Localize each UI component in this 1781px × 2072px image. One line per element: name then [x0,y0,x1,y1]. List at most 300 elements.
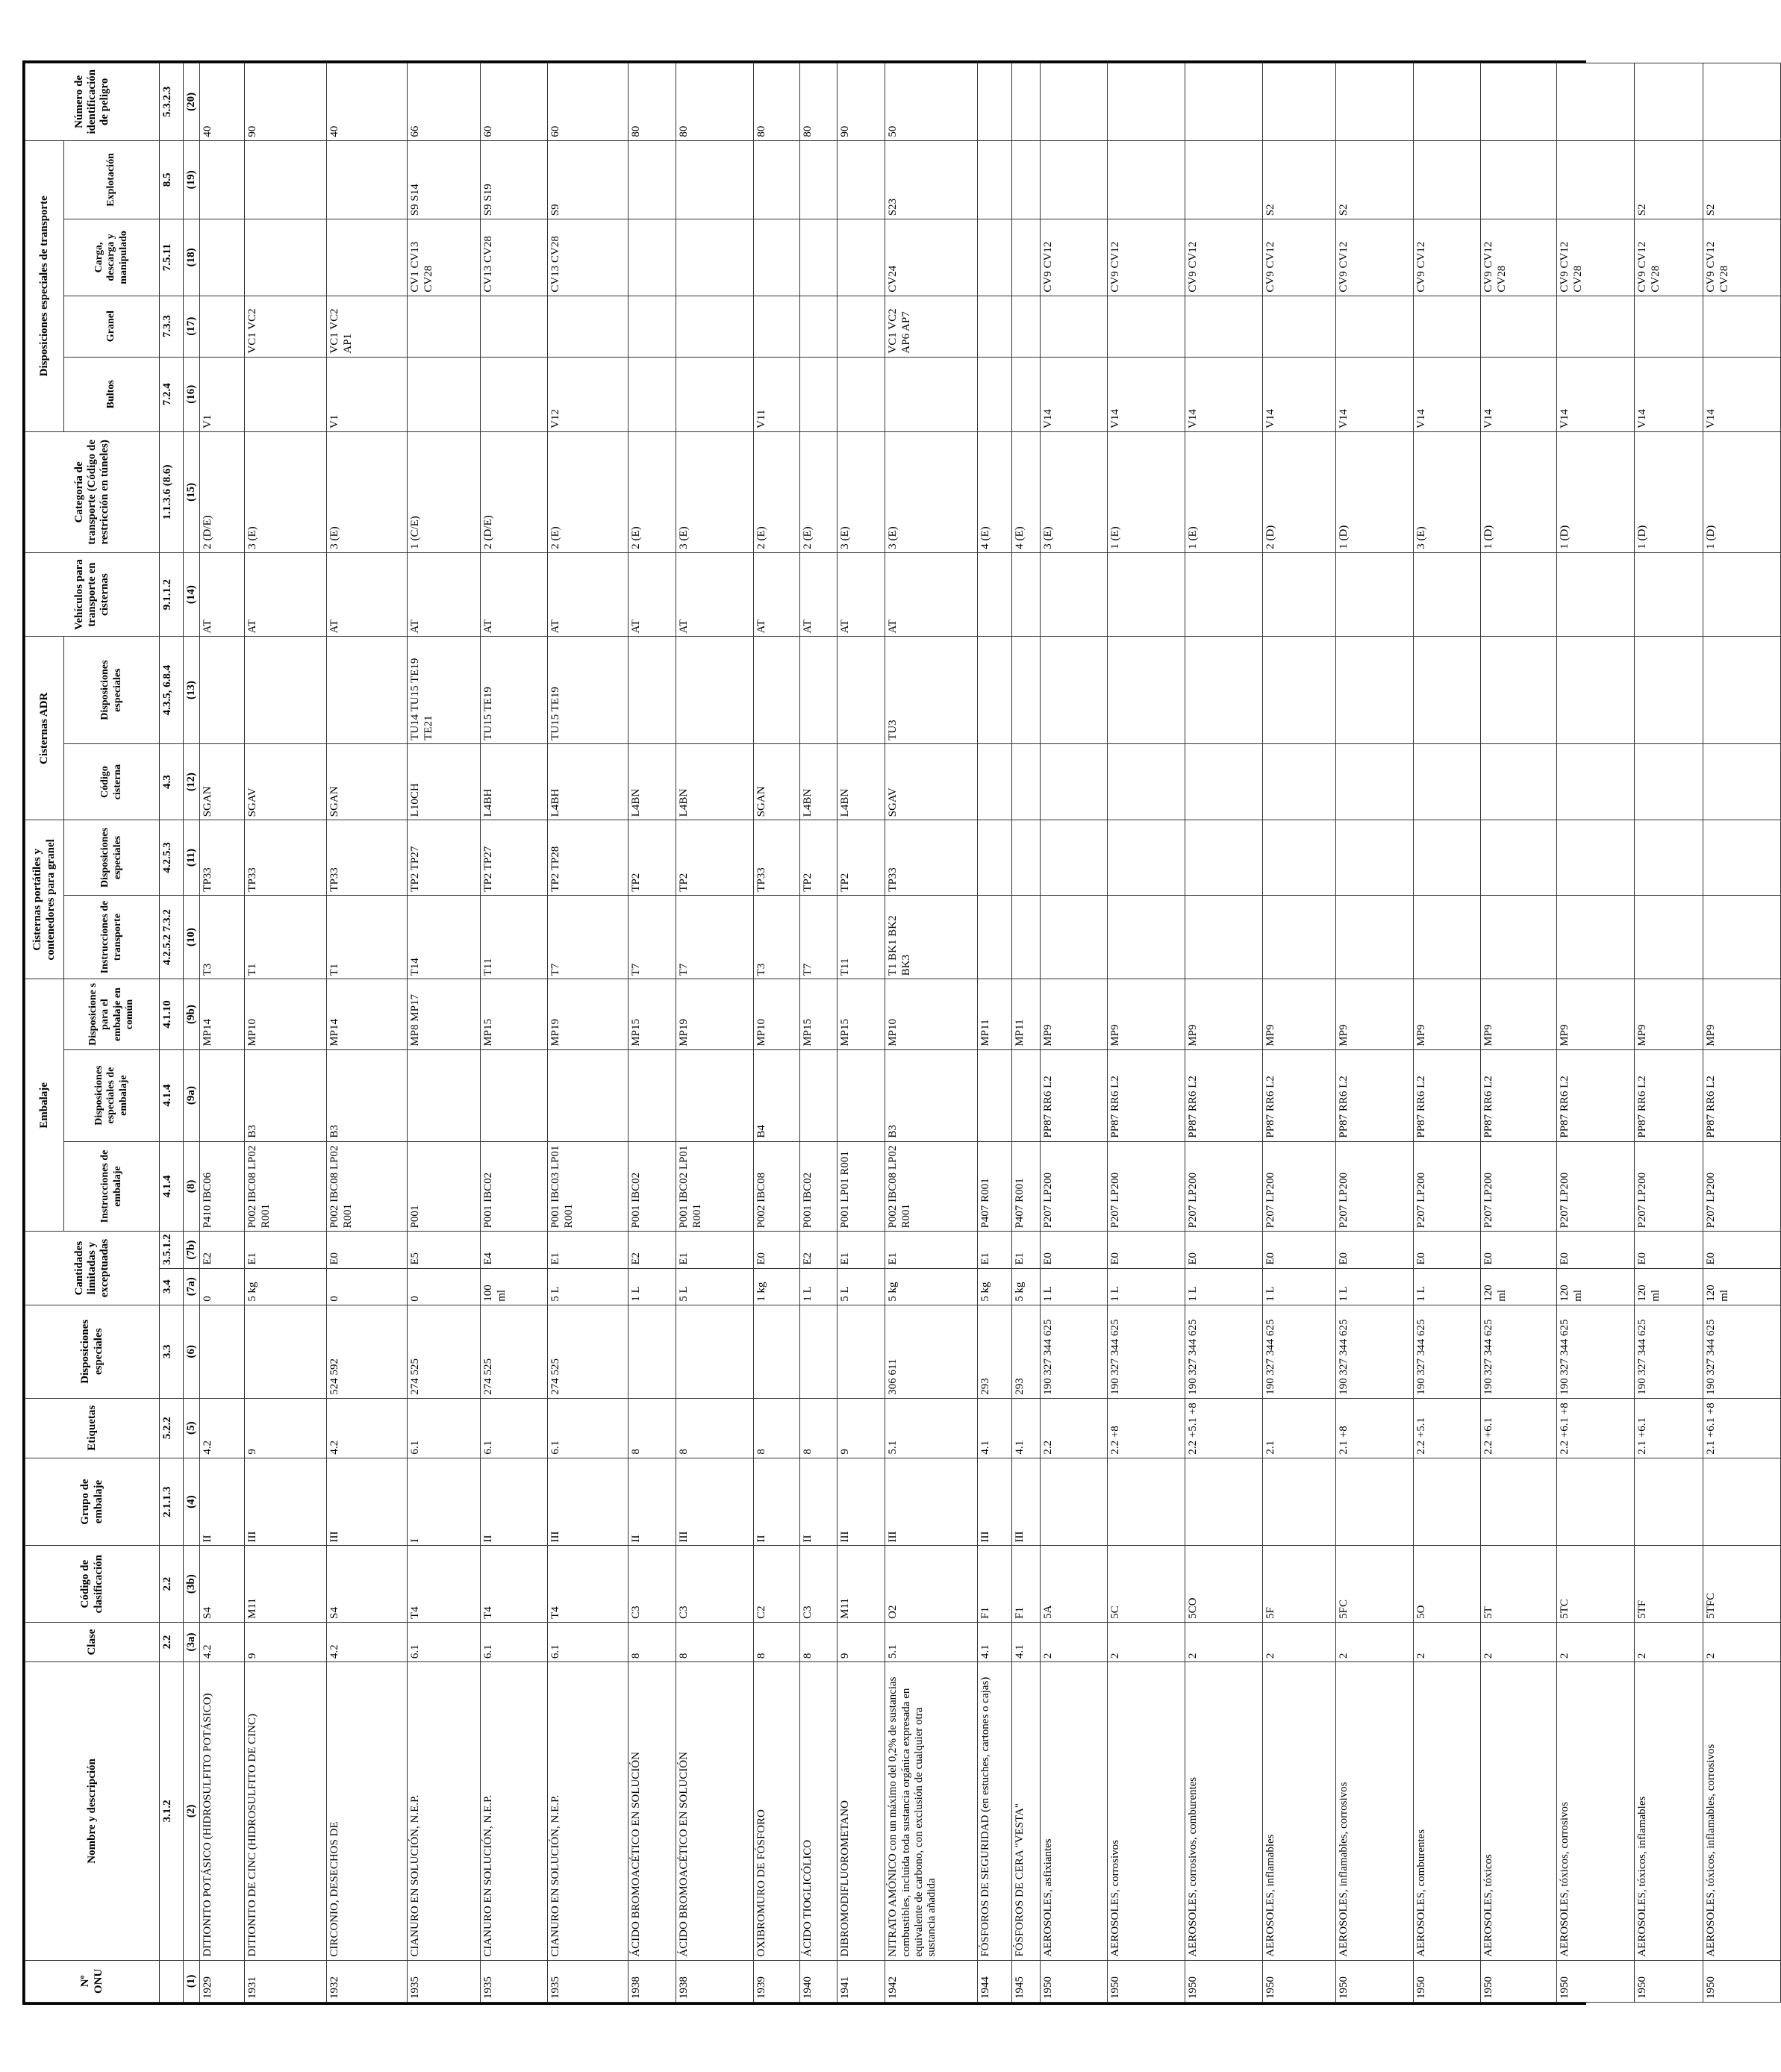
table-row [800,63,838,2003]
table-cell: 1932 [327,1960,408,2002]
table-cell: E0 [1336,1232,1414,1268]
table-cell [978,820,1012,895]
table-cell [629,1305,676,1398]
table-cell: T11 [838,895,885,979]
table-cell: C3 [676,1546,754,1622]
table-cell: 4.2 [200,1622,245,1661]
table-cell: 5TC [1557,1546,1635,1622]
table-cell: 6.1 [481,1398,548,1458]
table-cell: 2 [1108,1622,1185,1661]
table-cell: 2 (D/E) [481,431,548,552]
table-cell [1012,63,1041,141]
table-cell: S2 [1263,140,1336,219]
table-cell: 2.2 +5.1 [1414,1398,1481,1458]
table-cell: 2.2 +6.1 [1481,1398,1557,1458]
table-cell: MP14 [327,979,408,1049]
table-cell: S4 [200,1546,245,1622]
table-cell: 3 (E) [838,431,885,552]
table-cell: 1944 [978,1960,1012,2002]
header-limited-quantities: Cantidades limitadas y exceptuadas [25,1232,160,1305]
reference-cell: 4.1.10 [160,979,184,1049]
header-tank-special-provisions: Disposiciones especiales [64,820,160,895]
table-cell: MP9 [1557,979,1635,1049]
table-cell [1557,296,1635,357]
table-cell: II [629,1458,676,1546]
table-cell [1635,743,1703,820]
table-cell: AT [481,552,548,637]
column-number-cell: (4) [184,1458,200,1546]
table-cell: 6.1 [548,1622,629,1661]
table-cell: PP87 RR6 L2 [1414,1049,1481,1141]
table-cell: 80 [800,63,838,141]
table-cell: B3 [885,1049,978,1141]
table-cell: 4.2 [327,1622,408,1661]
table-cell: O2 [885,1546,978,1622]
table-cell: 190 327 344 625 [1185,1305,1263,1398]
table-cell: 1935 [408,1960,481,2002]
table-cell: PP87 RR6 L2 [1336,1049,1414,1141]
table-cell: B3 [327,1049,408,1141]
table-cell: 5 L [676,1268,754,1305]
table-cell: 5 kg [978,1268,1012,1305]
table-cell: 2.1 +8 [1336,1398,1414,1458]
table-cell: 2.1 +6.1 +8 [1703,1398,1781,1458]
table-cell: C2 [754,1546,800,1622]
reference-row [160,63,184,2003]
table-cell: P001 IBC02 [629,1141,676,1232]
column-number-cell: (15) [184,431,200,552]
table-cell [1557,637,1635,743]
table-cell: 8 [800,1622,838,1661]
table-cell: 0 [200,1268,245,1305]
table-cell: MP11 [1012,979,1041,1049]
table-cell: 6.1 [408,1622,481,1661]
table-cell: 2 [1185,1622,1263,1661]
table-cell [1557,743,1635,820]
table-cell: III [548,1458,629,1546]
table-cell [1185,743,1263,820]
reference-cell: 3.4 [160,1268,184,1305]
table-cell: 120 ml [1557,1268,1635,1305]
table-cell: TU15 TE19 [548,637,629,743]
table-row [676,63,754,2003]
table-cell [978,895,1012,979]
table-cell: 1950 [1263,1960,1336,2002]
table-cell [408,1049,481,1141]
table-cell: MP14 [200,979,245,1049]
table-cell: 80 [629,63,676,141]
table-cell [1703,1458,1781,1546]
table-cell: 8 [629,1398,676,1458]
reference-cell: 3.5.1.2 [160,1232,184,1268]
table-cell: 5.1 [885,1622,978,1661]
table-cell: VC1 VC2 AP6 AP7 [885,296,978,357]
table-cell [1414,895,1481,979]
table-cell [481,296,548,357]
table-cell: P207 LP200 [1635,1141,1703,1232]
table-cell [838,1305,885,1398]
header-bulk: Granel [64,296,160,357]
table-cell: MP9 [1703,979,1781,1049]
table-row [481,63,548,2003]
table-cell: P001 IBC03 LP01 R001 [548,1141,629,1232]
table-cell: MP8 MP17 [408,979,481,1049]
table-cell: L4BH [548,743,629,820]
table-cell [1185,296,1263,357]
table-cell [1414,637,1481,743]
table-cell: B4 [754,1049,800,1141]
table-cell [1481,140,1557,219]
table-cell: E0 [1263,1232,1336,1268]
table-cell: AEROSOLES, tóxicos [1481,1662,1557,1961]
table-cell: 190 327 344 625 [1703,1305,1781,1398]
table-cell: P207 LP200 [1557,1141,1635,1232]
column-number-cell: (13) [184,637,200,743]
table-cell: MP15 [629,979,676,1049]
table-cell: 1950 [1108,1960,1185,2002]
table-cell: 5O [1414,1546,1481,1622]
table-cell [1012,895,1041,979]
table-cell [1012,219,1041,296]
table-cell [1108,637,1185,743]
table-cell: 1938 [629,1960,676,2002]
table-cell: V14 [1635,357,1703,431]
table-cell [1263,552,1336,637]
table-cell: SGAV [245,743,327,820]
table-cell: 66 [408,63,481,141]
table-cell [1635,820,1703,895]
table-cell: 2.1 [1263,1398,1336,1458]
table-cell: AT [245,552,327,637]
table-cell: V14 [1185,357,1263,431]
table-cell: 80 [754,63,800,141]
table-cell: 1950 [1703,1960,1781,2002]
table-cell: S9 S14 [408,140,481,219]
table-cell [1012,820,1041,895]
table-cell: 2.2 +5.1 +8 [1185,1398,1263,1458]
table-cell: 1 (D) [1557,431,1635,552]
table-cell: E0 [1041,1232,1108,1268]
table-cell: L4BN [800,743,838,820]
table-cell: 1 (C/E) [408,431,481,552]
table-cell: P002 IBC08 LP02 R001 [327,1141,408,1232]
table-cell [548,296,629,357]
table-cell: 50 [885,63,978,141]
table-cell [1185,1458,1263,1546]
table-cell: 4.1 [1012,1622,1041,1661]
table-cell: 1950 [1557,1960,1635,2002]
table-cell [408,357,481,431]
column-number-cell: (9a) [184,1049,200,1141]
table-cell: 80 [676,63,754,141]
table-cell [1012,637,1041,743]
table-cell: P002 IBC08 [754,1141,800,1232]
table-cell: 5.1 [885,1398,978,1458]
table-cell: S2 [1635,140,1703,219]
header-transport-category: Categoría de transporte (Código de restricción en túneles) [25,431,160,552]
table-cell: V1 [200,357,245,431]
table-cell [1635,296,1703,357]
table-cell: 4.2 [327,1398,408,1458]
table-cell: PP87 RR6 L2 [1263,1049,1336,1141]
header-packages: Bultos [64,357,160,431]
table-cell [838,637,885,743]
table-cell: PP87 RR6 L2 [1108,1049,1185,1141]
table-cell: 1942 [885,1960,978,2002]
table-cell: 274 525 [408,1305,481,1398]
table-cell: 2 [1635,1622,1703,1661]
table-cell: T1 [327,895,408,979]
column-number-cell: (1) [184,1960,200,2002]
table-cell: 4.1 [978,1398,1012,1458]
table-cell: AT [408,552,481,637]
table-cell: III [1012,1458,1041,1546]
table-cell: 4.1 [978,1622,1012,1661]
column-number-cell: (17) [184,296,200,357]
table-cell: 1 (D) [1336,431,1414,552]
table-cell: VC1 VC2 [245,296,327,357]
table-cell: 190 327 344 625 [1041,1305,1108,1398]
table-cell [200,140,245,219]
column-number-cell: (19) [184,140,200,219]
table-cell: P001 IBC02 [800,1141,838,1232]
table-cell [1481,296,1557,357]
table-cell: MP10 [754,979,800,1049]
table-body [200,63,1781,2003]
table-cell [838,219,885,296]
table-cell: P207 LP200 [1703,1141,1781,1232]
table-cell [978,140,1012,219]
table-cell: CIANURO EN SOLUCIÓN, N.E.P. [408,1662,481,1961]
table-row [327,63,408,2003]
table-cell: TP33 [200,820,245,895]
table-cell: TP2 [676,820,754,895]
table-row [885,63,978,2003]
table-cell [200,637,245,743]
table-cell [676,1049,754,1141]
table-cell: TP2 TP27 [408,820,481,895]
table-cell: CV9 CV12 [1041,219,1108,296]
table-cell: 2 [1557,1622,1635,1661]
reference-cell: 3.3 [160,1305,184,1398]
table-cell: CV13 CV28 [481,219,548,296]
table-cell: 1950 [1041,1960,1108,2002]
table-cell: III [885,1458,978,1546]
table-cell: 2.2 +8 [1108,1398,1185,1458]
table-cell: 6.1 [548,1398,629,1458]
table-cell [200,219,245,296]
table-cell [1263,637,1336,743]
table-cell: S2 [1336,140,1414,219]
table-cell: 1950 [1414,1960,1481,2002]
reference-cell: 9.1.1.2 [160,552,184,637]
table-cell: 3 (E) [327,431,408,552]
table-cell: MP19 [676,979,754,1049]
header-class: Clase [25,1622,160,1661]
table-cell [1336,63,1414,141]
table-cell [200,1305,245,1398]
header-packaging: Embalaje [25,979,64,1232]
column-number-cell: (12) [184,743,200,820]
table-cell: 5CO [1185,1546,1263,1622]
reference-cell: 7.3.3 [160,296,184,357]
table-cell: E1 [1012,1232,1041,1268]
column-number-cell: (2) [184,1662,200,1961]
table-cell: P207 LP200 [1108,1141,1185,1232]
table-cell: V14 [1481,357,1557,431]
table-cell [1185,140,1263,219]
table-cell [1041,743,1108,820]
table-cell: 120 ml [1703,1268,1781,1305]
column-number-cell: (5) [184,1398,200,1458]
table-cell: S23 [885,140,978,219]
table-cell: MP19 [548,979,629,1049]
table-cell: E4 [481,1232,548,1268]
header-packing-group: Grupo de embalaje [25,1458,160,1546]
table-cell: S9 [548,140,629,219]
table-cell: 1941 [838,1960,885,2002]
column-number-row [184,63,200,2003]
column-number-cell: (16) [184,357,200,431]
table-cell: E1 [885,1232,978,1268]
table-cell: P207 LP200 [1336,1141,1414,1232]
table-cell: V1 [327,357,408,431]
table-cell: AT [885,552,978,637]
column-number-cell: (11) [184,820,200,895]
table-cell: L10CH [408,743,481,820]
table-cell: TP33 [885,820,978,895]
table-cell [1481,820,1557,895]
table-cell [676,357,754,431]
table-cell [200,1049,245,1141]
table-cell: PP87 RR6 L2 [1481,1049,1557,1141]
table-cell [838,296,885,357]
table-cell: FÓSFOROS DE SEGURIDAD (en estuches, cartones o cajas) [978,1662,1012,1961]
table-cell: 1 L [1041,1268,1108,1305]
table-cell [1557,895,1635,979]
table-cell [481,1049,548,1141]
table-cell [1263,743,1336,820]
table-cell [800,296,838,357]
table-cell [629,637,676,743]
table-cell: MP9 [1185,979,1263,1049]
header-mixed-packing: Disposicione s para el embalaje en común [64,979,160,1049]
table-cell: CV9 CV12 [1185,219,1263,296]
table [25,63,1781,2003]
table-cell [754,296,800,357]
table-cell [1481,1458,1557,1546]
table-cell: AT [327,552,408,637]
table-cell [1108,552,1185,637]
reference-cell: 4.1.4 [160,1141,184,1232]
table-row [629,63,676,2003]
column-number-cell: (18) [184,219,200,296]
table-cell: 1939 [754,1960,800,2002]
table-cell: SGAV [885,743,978,820]
header-adr-tanks: Cisternas ADR [25,637,64,820]
table-cell: E1 [548,1232,629,1268]
table-cell: 1938 [676,1960,754,2002]
table-cell: AT [800,552,838,637]
table-cell: 2 (E) [548,431,629,552]
reference-cell: 2.2 [160,1622,184,1661]
table-cell: 190 327 344 625 [1481,1305,1557,1398]
table-cell [629,296,676,357]
header-un-no: Nº ONU [25,1960,160,2002]
table-cell [1185,63,1263,141]
table-row [1635,63,1703,2003]
table-cell [1336,743,1414,820]
table-cell: V14 [1336,357,1414,431]
table-cell: 4 (E) [978,431,1012,552]
table-cell: 5C [1108,1546,1185,1622]
reference-cell: 7.5.11 [160,219,184,296]
table-cell [800,219,838,296]
table-cell: CV9 CV12 CV28 [1481,219,1557,296]
table-cell: AT [754,552,800,637]
column-number-cell: (6) [184,1305,200,1398]
table-cell: T14 [408,895,481,979]
table-cell: 0 [327,1268,408,1305]
table-cell: PP87 RR6 L2 [1635,1049,1703,1141]
table-cell: PP87 RR6 L2 [1557,1049,1635,1141]
table-cell: PP87 RR6 L2 [1185,1049,1263,1141]
table-cell: 1 L [800,1268,838,1305]
table-cell [1041,895,1108,979]
table-cell [1703,895,1781,979]
table-cell: MP10 [885,979,978,1049]
table-cell: E1 [245,1232,327,1268]
table-cell [1481,552,1557,637]
table-cell [1108,820,1185,895]
table-cell [1012,743,1041,820]
header-tank-instructions: Instrucciones de transporte [64,895,160,979]
table-cell: 5 kg [1012,1268,1041,1305]
table-cell [1108,743,1185,820]
table-cell: P410 IBC06 [200,1141,245,1232]
header-adr-tank-special: Disposiciones especiales [64,637,160,743]
table-cell: 2.1 +6.1 [1635,1398,1703,1458]
table-row [1263,63,1336,2003]
table-cell: E0 [327,1232,408,1268]
table-cell: 1 L [1414,1268,1481,1305]
table-cell [408,296,481,357]
table-cell: MP9 [1336,979,1414,1049]
table-cell: 5 kg [885,1268,978,1305]
table-cell: TU15 TE19 [481,637,548,743]
table-cell: T4 [408,1546,481,1622]
table-row [1557,63,1635,2003]
table-cell [1635,552,1703,637]
table-cell: 524 592 [327,1305,408,1398]
table-cell: 60 [481,63,548,141]
table-cell: AEROSOLES, corrosivos, comburentes [1185,1662,1263,1961]
table-cell: 9 [245,1622,327,1661]
table-cell [1703,743,1781,820]
table-cell: 306 611 [885,1305,978,1398]
table-cell [1012,552,1041,637]
table-cell: 2 [1481,1622,1557,1661]
table-cell: 274 525 [481,1305,548,1398]
table-cell [629,1049,676,1141]
table-cell [800,1305,838,1398]
reference-cell: 4.2.5.2 7.3.2 [160,895,184,979]
table-cell: II [754,1458,800,1546]
table-cell: 1 kg [754,1268,800,1305]
table-cell [838,357,885,431]
table-cell: 1929 [200,1960,245,2002]
column-number-cell: (7a) [184,1268,200,1305]
